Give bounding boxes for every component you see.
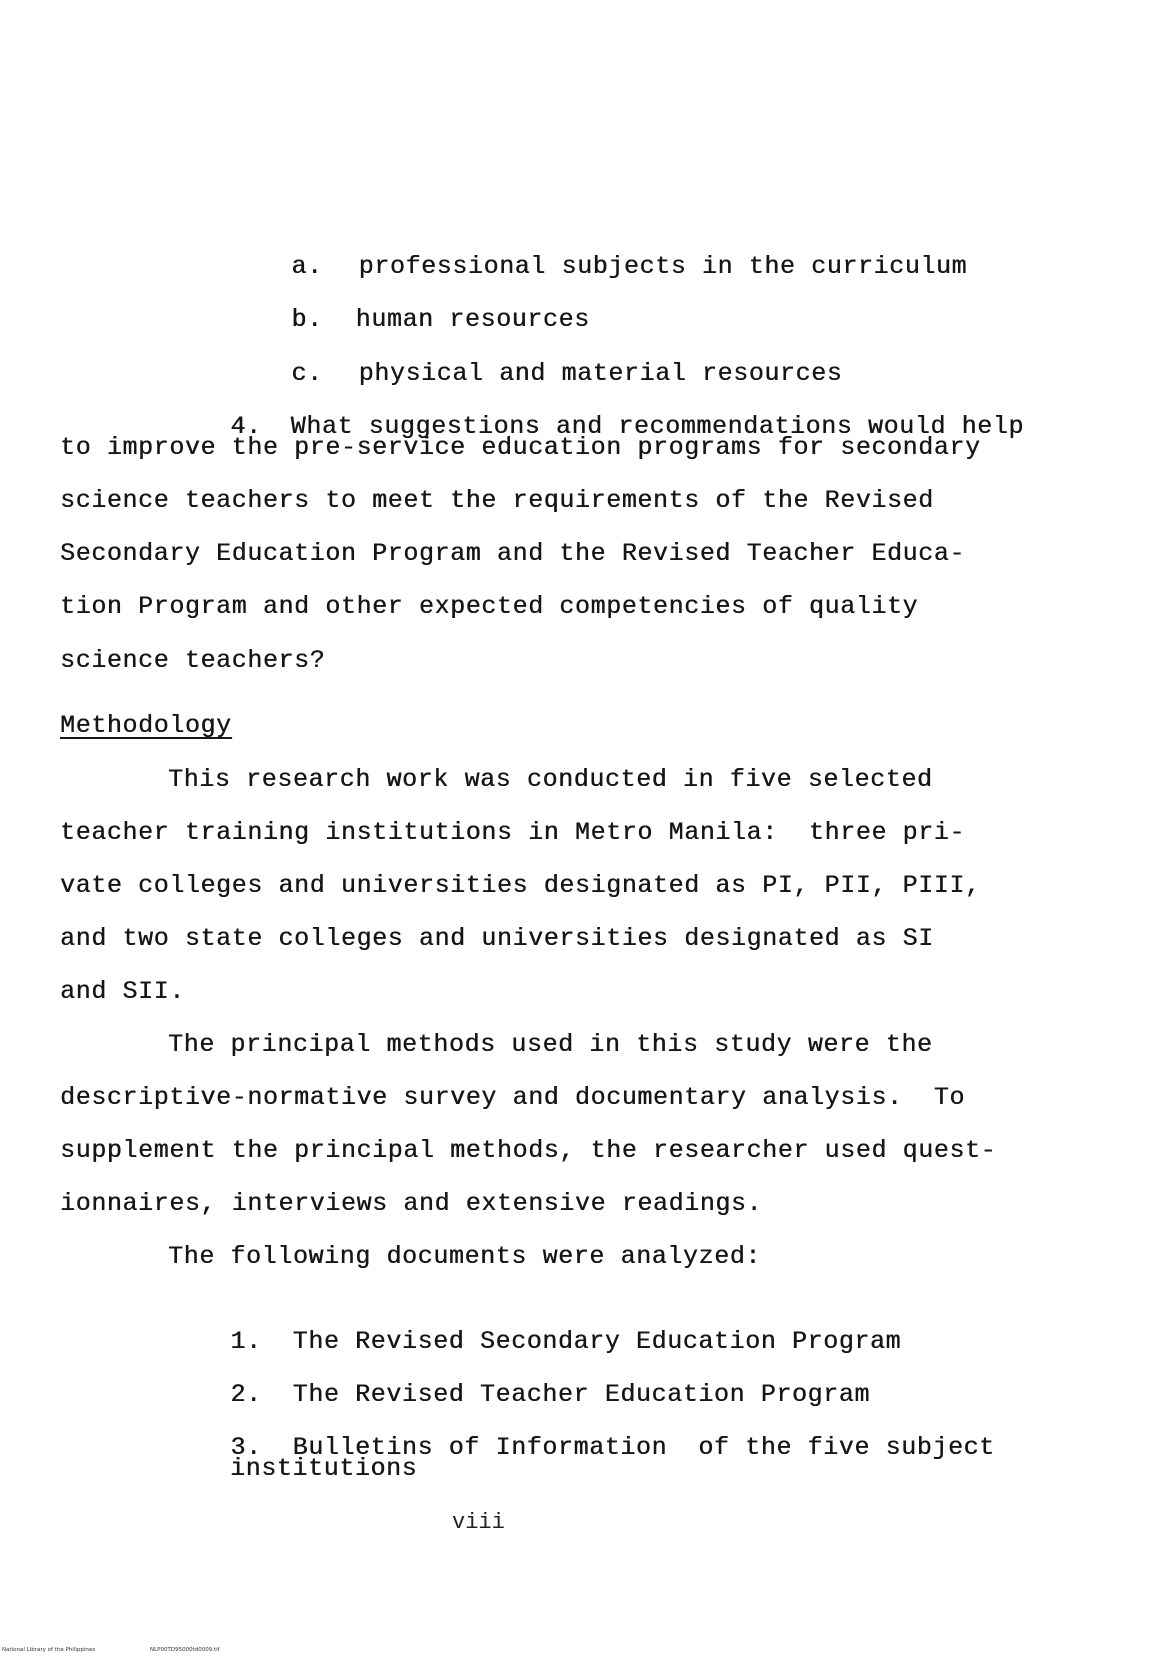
item-marker: c. [291,359,323,388]
text-line: vate colleges and universities designated as PI, PII, PIII, [60,871,981,900]
text-line: and two state colleges and universities designated as SI [60,924,934,953]
item-text: physical and material resources [358,359,843,388]
list-item-continuation: institutions [230,1454,418,1483]
item-text: The Revised Teacher Education Program [292,1380,870,1409]
item-text: human resources [355,305,590,334]
text-line: teacher training institutions in Metro Manila: three pri- [60,818,965,847]
text-line: Secondary Education Program and the Revised Teacher Educa- [60,539,965,568]
scan-footer-filename: NLP00TD95000td0009.tif [150,1647,220,1653]
text-line: tion Program and other expected competencies of quality [60,592,919,621]
text-line: This research work was conducted in five selected [168,765,933,794]
text-line: The principal methods used in this study were the [168,1030,933,1059]
text-line: ionnaires, interviews and extensive readings. [60,1189,763,1218]
page-number: viii [452,1510,505,1535]
question-marker: 4. [230,412,262,441]
item-text: Bulletins of Information of the five subject [292,1433,995,1462]
question-text: What suggestions and recommendations would help [290,412,1024,441]
item-marker: 1. [230,1327,262,1356]
section-heading: Methodology [60,711,232,740]
text-line: supplement the principal methods, the researcher used quest- [60,1136,997,1165]
text-line: science teachers? [60,646,326,675]
item-marker: b. [291,305,323,334]
scan-footer-library: National Library of the Philippines [2,1647,96,1653]
item-text: The Revised Secondary Education Program [292,1327,902,1356]
item-text: professional subjects in the curriculum [358,252,968,281]
text-line: descriptive-normative survey and documentary analysis. To [60,1083,965,1112]
item-marker: a. [291,252,323,281]
item-marker: 3. [230,1433,262,1462]
text-line: The following documents were analyzed: [168,1242,761,1271]
text-line: and SII. [60,977,185,1006]
text-line: science teachers to meet the requirements of the Revised [60,486,934,515]
item-marker: 2. [230,1380,262,1409]
text-line: to improve the pre-service education programs for secondary [60,433,981,462]
